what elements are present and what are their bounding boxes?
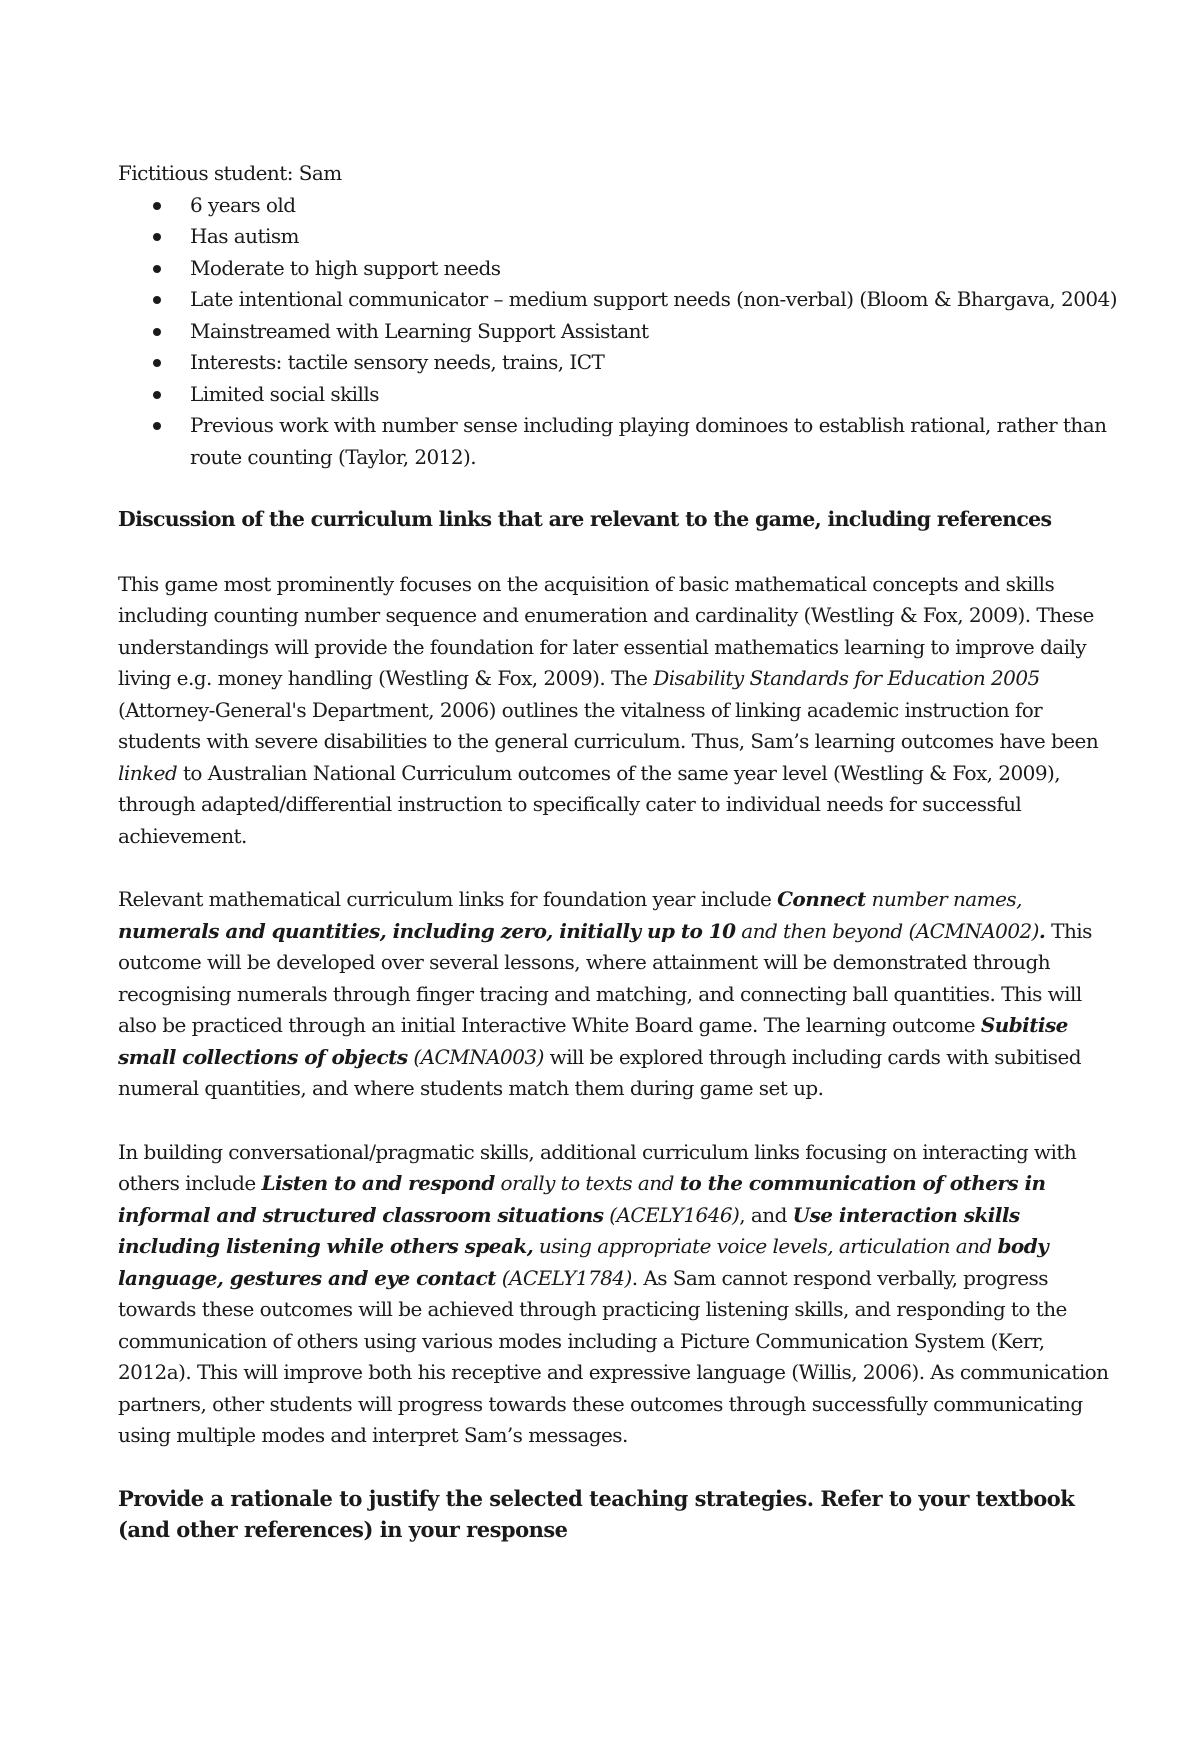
student-intro: Fictitious student: Sam <box>118 161 342 185</box>
document-body <box>118 158 1118 1546</box>
section-heading-curriculum: Discussion of the curriculum links that are relevant to the game, including references <box>118 507 1052 531</box>
list-item: Limited social skills <box>190 379 1118 411</box>
bullet-icon <box>153 328 161 336</box>
bullet-icon <box>153 202 161 210</box>
bullet-icon <box>153 296 161 304</box>
list-item: Has autism <box>190 221 1118 253</box>
paragraph-communication-links: In building conversational/pragmatic skills, additional curriculum links focusing on interacting with others include Listen to and respond orally to texts and to the communication of others in informal and structured classroom situations (ACELY1646), and Use interaction skills including listening while others speak, using appropriate voice levels, articulation and body language, gestures and eye contact (ACELY1784). As Sam cannot respond verbally, progress towards these outcomes will be achieved through practicing listening skills, and responding to the communication of others using various modes including a Picture Communication System (Kerr, 2012a). This will improve both his receptive and expressive language (Willis, 2006). As communication partners, other students will progress towards these outcomes through successfully communicating using multiple modes and interpret Sam’s messages. <box>118 1139 1109 1447</box>
student-facts-list <box>118 190 1118 474</box>
section-heading-rationale: Provide a rationale to justify the selected teaching strategies. Refer to your textbook (and other references) in your response <box>118 1485 1075 1542</box>
bullet-icon <box>153 265 161 273</box>
list-item: Late intentional communicator – medium support needs (non-verbal) (Bloom & Bhargava, 2004) <box>190 284 1118 316</box>
paragraph-math-links: Relevant mathematical curriculum links for foundation year include Connect number names, numerals and quantities, including zero, initially up to 10 and then beyond (ACMNA002). This outcome will be developed over several lessons, where attainment will be demonstrated through recognising numerals through finger tracing and matching, and connecting ball quantities. This will also be practiced through an initial Interactive White Board game. The learning outcome Subitise small collections of objects (ACMNA003) will be explored through including cards with subitised numeral quantities, and where students match them during game set up. <box>118 887 1092 1100</box>
list-item: Moderate to high support needs <box>190 253 1118 285</box>
bullet-icon <box>153 233 161 241</box>
list-item: Previous work with number sense including playing dominoes to establish rational, rather than route counting (Taylor, 2012). <box>190 410 1118 473</box>
list-item: Mainstreamed with Learning Support Assistant <box>190 316 1118 348</box>
list-item: 6 years old <box>190 190 1118 222</box>
paragraph-curriculum-overview: This game most prominently focuses on the acquisition of basic mathematical concepts and skills including counting number sequence and enumeration and cardinality (Westling & Fox, 2009). These understandings will provide the foundation for later essential mathematics learning to improve daily living e.g. money handling (Westling & Fox, 2009). The Disability Standards for Education 2005 (Attorney-General's Department, 2006) outlines the vitalness of linking academic instruction for students with severe disabilities to the general curriculum. Thus, Sam’s learning outcomes have been linked to Australian National Curriculum outcomes of the same year level (Westling & Fox, 2009), through adapted/differential instruction to specifically cater to individual needs for successful achievement. <box>118 571 1099 848</box>
bullet-icon <box>153 422 161 430</box>
bullet-icon <box>153 359 161 367</box>
list-item: Interests: tactile sensory needs, trains, ICT <box>190 347 1118 379</box>
bullet-icon <box>153 391 161 399</box>
